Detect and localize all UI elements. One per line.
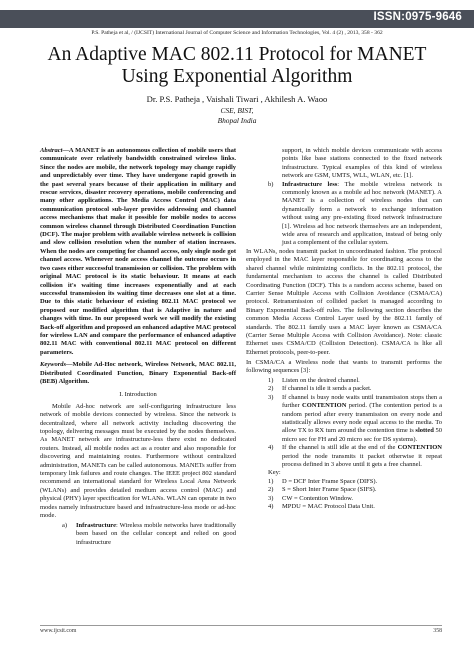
list-marker: 4): [268, 503, 274, 511]
footer-divider: [40, 625, 442, 626]
left-column: [40, 147, 236, 547]
list-item-step: [246, 385, 442, 393]
list-marker: 2): [268, 486, 274, 494]
list-body: S = Short Inter Frame Space (SIFS).: [282, 486, 377, 494]
step-emphasis: CONTENTION: [302, 402, 347, 410]
abstract: [40, 147, 236, 357]
paper-title: [0, 44, 474, 88]
key-label: Key:: [268, 469, 281, 477]
list-marker: 4): [268, 444, 274, 452]
list-marker: 1): [268, 477, 274, 485]
list-item-step: [246, 377, 442, 385]
list-marker: a): [62, 521, 68, 529]
term-text: : The mobile wireless network is commonly known as a mobile ad hoc network (MANET). A MANET is a collection of wireless nodes that can dynamically form a network to exchange information without using any pre-existing fixed network infrastructure [1]. Wireless ad hoc network themselves are an independent, wide area of research and application, instead of being only just a complement of the cellular system.: [282, 180, 442, 247]
intro-paragraph: Mobile Ad-hoc network are self-configuring infrastructure less network of mobile devices connected by wireless. Since the network is decentralized, where all network activity including discovering the topology, delivering messages must be executed by the nodes themselves. As MANET network are infrastructure-less there exist no dedicated routers. Instead, all mobile nodes act as a router and also responsible for discovering and maintaining routes. Furthermore without centralized administration, MANETs can be called autonomous. MANETs suffer from temporary link failures and route changes. The IEEE project 802 standard recommend an international standard for Wireless Local Area Network (WLANs) and provides detailed medium access control (MAC) and physical (PHY) layer specification for WLANs. WLAN can operate in two modes namely infrastructure based and infrastructure-less mode or ad-hoc mode.: [40, 402, 236, 520]
key-item: [246, 486, 442, 494]
step-text: If the channel is still idle at the end of the: [282, 444, 398, 452]
list-marker: 3): [268, 393, 274, 401]
abstract-label: Abstract: [40, 147, 63, 154]
issn-number: ISSN:0975-9646: [373, 11, 462, 23]
list-marker: b): [268, 180, 274, 188]
list-marker: 3): [268, 494, 274, 502]
list-body: [282, 394, 442, 444]
step-text: 50 micro sec for FH and 20 micro sec for DS systems).: [282, 427, 442, 443]
keywords-text: —Mobile Ad-Hoc network, Wireless Network, MAC 802.11, Distributed Coordinated Function, Binary Exponential Back-off (BEB) Algorithm.: [40, 361, 236, 385]
page-number: 358: [433, 628, 442, 634]
body-paragraph-csma: In CSMA/CA a Wireless node that wants to transmit performs the following sequences [3]:: [246, 358, 442, 375]
list-body: CW = Contention Window.: [282, 494, 353, 502]
section-heading-introduction: I. Introduction: [119, 391, 157, 399]
issn-banner: [0, 10, 474, 28]
step-text: period the node transmits it packet otherwise it repeat process defined in 3 above until it gets a free channel.: [282, 452, 442, 469]
key-item: [246, 478, 442, 486]
list-body: [282, 444, 442, 469]
journal-citation: P.S. Patheja et al, / (IJCSIT) International Journal of Computer Science and Information Technologies, Vol. 4 (2) , 2013, 358 - 362: [91, 30, 383, 36]
affiliation-city: Bhopal India: [217, 116, 257, 125]
list-body: [282, 181, 442, 248]
body-paragraph-wlan: In WLANs, nodes transmit packet in uncoordinated fashion. The protocol employed in the MAC layer responsible for coordinating access to the shared channel while minimizing conflicts. In the 802.11 protocol, the fundamental mechanism to access the channel is called Distributed Coordinating Function (DCF). This is a random access scheme, based on Carrier Sense Multiple Access with Collision Avoidance (CSMA/CA) protocol. Retransmission of collided packet is managed according to Binary Exponential Back-off rules. The following section describes the common Media Access Control Layer used by the 802.11 family of standards. The 802.11 family uses a MAC layer known as CSMA/CA (Carrier Sense Multiple Access with Collision Avoidance). Note: classic Ethernet uses CSMA/CD (Collision Detection). CSMA/CA is like all Ethernet protocols, peer-to-peer.: [246, 247, 442, 356]
term-text: : Wireless mobile networks have traditionally been based on the cellular concept and relied on good infrastructure: [76, 521, 236, 546]
list-marker: 2): [268, 385, 274, 393]
step-emphasis: CONTENTION: [397, 444, 442, 452]
term-label: Infrastructure: [76, 521, 116, 529]
list-item-infrastructure: [40, 522, 236, 547]
affiliation-org: CSE, BIST,: [220, 106, 254, 115]
list-item-step: [246, 394, 442, 444]
journal-url: www.ijcsit.com: [40, 628, 77, 634]
list-body: [76, 522, 236, 547]
keywords-label: Keywords: [40, 361, 66, 369]
list-item-step: [246, 444, 442, 469]
author-list: Dr. P.S. Patheja , Vaishali Tiwari , Akhilesh A. Waoo: [146, 94, 328, 104]
title-line-1: An Adaptive MAC 802.11 Protocol for MANET: [47, 44, 427, 65]
step-text: period. (The contention period is a random period after every transmission on every node and statistically allows every node equal access to the media. To allow TX to RX turn around the contention time is: [282, 402, 443, 435]
right-column: [246, 147, 442, 511]
list-body: If channel is idle it sends a packet.: [282, 385, 372, 393]
list-body: MPDU = MAC Protocol Data Unit.: [282, 503, 375, 511]
step-emphasis: slotted: [415, 427, 434, 435]
list-item-infrastructure-cont: [246, 147, 442, 181]
list-marker: 1): [268, 376, 274, 384]
list-body: D = DCF Inter Frame Space (DIFS).: [282, 477, 378, 485]
abstract-text: —A MANET is an autonomous collection of mobile users that communicate over relatively bandwidth constrained wireless links. Since the nodes are mobile, the network topology may change rapidly and unpredictably over time. They have undergone rapid growth in the past several years because of their application in military and rescue services, disaster recovery operations, mobile conferencing and many other applications. The Media Access Control (MAC) data communication protocol sub-layer provides addressing and channel access mechanisms that make it possible for mobile nodes to access common wireless channel through Distributed Coordination Function (DCF). The major problem with available wireless network is collision and slow collision resolution when the number of station increases. When the nodes are competing for channel access, only single node got channel access. Whenever node access channel the outcome occurs in two cases either successful transmission or collision. The problem with original MAC protocol is its static behaviour. It means at each collision it's waiting time increases exponentially and at each successful transmission its waiting time decreases one slot at a time. Due to this static behaviour of existing 802.11 MAC protocol we proposed our modified algorithm that is Adaptive in nature and changes with time. In our proposed work we will modify the existing Back-off algorithm and proposed an enhanced adaptive MAC protocol for wireless LAN and compare the performance of enhanced adaptive 802.11 MAC with conventional 802.11 MAC protocol on different parameters.: [40, 147, 236, 356]
list-body: Listen on the desired channel.: [282, 376, 360, 384]
keywords: [40, 361, 236, 386]
list-item-infrastructure-less: [246, 181, 442, 248]
term-label: Infrastructure less: [282, 180, 338, 188]
title-line-2: Using Exponential Algorithm: [121, 66, 353, 87]
step-text: If channel is busy node waits until transmission stops then a further: [282, 393, 442, 410]
key-item: [246, 495, 442, 503]
key-item: [246, 503, 442, 511]
list-body: support, in which mobile devices communicate with access points like base stations connected to the fixed network infrastructure. Typical examples of this kind of wireless network are GSM, UMTS, WLL, WLAN, etc. [1].: [282, 147, 442, 180]
